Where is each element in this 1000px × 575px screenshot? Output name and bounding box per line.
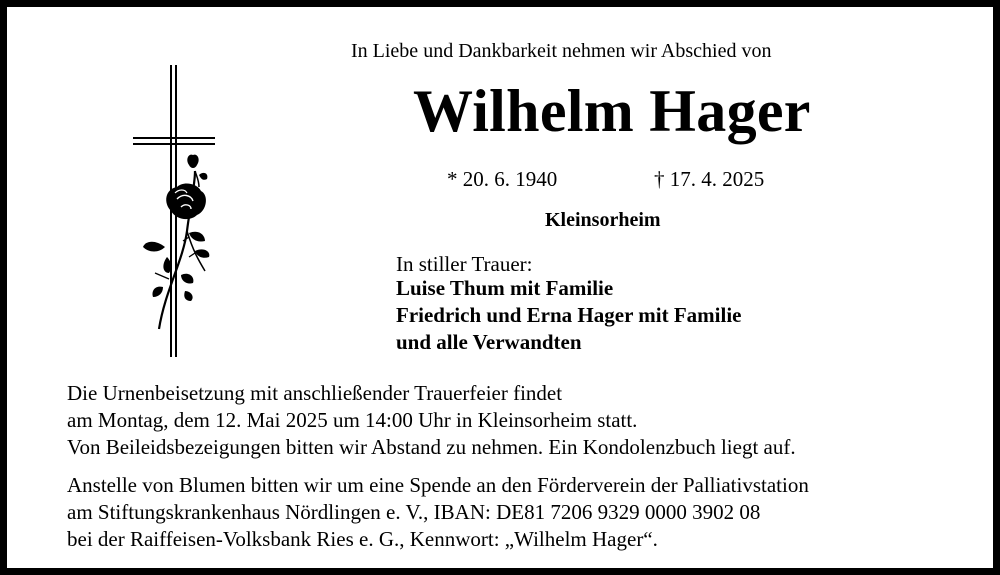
- deceased-name: Wilhelm Hager: [413, 78, 811, 144]
- ceremony-line: am Montag, dem 12. Mai 2025 um 14:00 Uhr in Kleinsorheim statt.: [67, 408, 638, 432]
- mourner-line: und alle Verwandten: [396, 330, 582, 354]
- mourner-line: Luise Thum mit Familie: [396, 276, 614, 300]
- donation-line: am Stiftungskrankenhaus Nördlingen e. V., IBAN: DE81 7206 9329 0000 3902 08: [67, 500, 761, 524]
- ceremony-line: Von Beileidsbezeigungen bitten wir Abstand zu nehmen. Ein Kondolenzbuch liegt auf.: [67, 435, 796, 459]
- donation-line: Anstelle von Blumen bitten wir um eine Spende an den Förderverein der Palliativstation: [67, 473, 809, 497]
- place-name: Kleinsorheim: [545, 209, 661, 231]
- birth-date: * 20. 6. 1940: [447, 167, 558, 191]
- donation-line: bei der Raiffeisen-Volksbank Ries e. G., Kennwort: „Wilhelm Hager“.: [67, 527, 658, 551]
- mourning-label: In stiller Trauer:: [396, 252, 533, 276]
- cross-with-rose-icon: [125, 61, 225, 361]
- mourner-line: Friedrich und Erna Hager mit Familie: [396, 303, 742, 327]
- ceremony-line: Die Urnenbeisetzung mit anschließender Trauerfeier findet: [67, 381, 563, 405]
- death-date: † 17. 4. 2025: [654, 167, 765, 191]
- intro-text: In Liebe und Dankbarkeit nehmen wir Abschied von: [351, 40, 772, 62]
